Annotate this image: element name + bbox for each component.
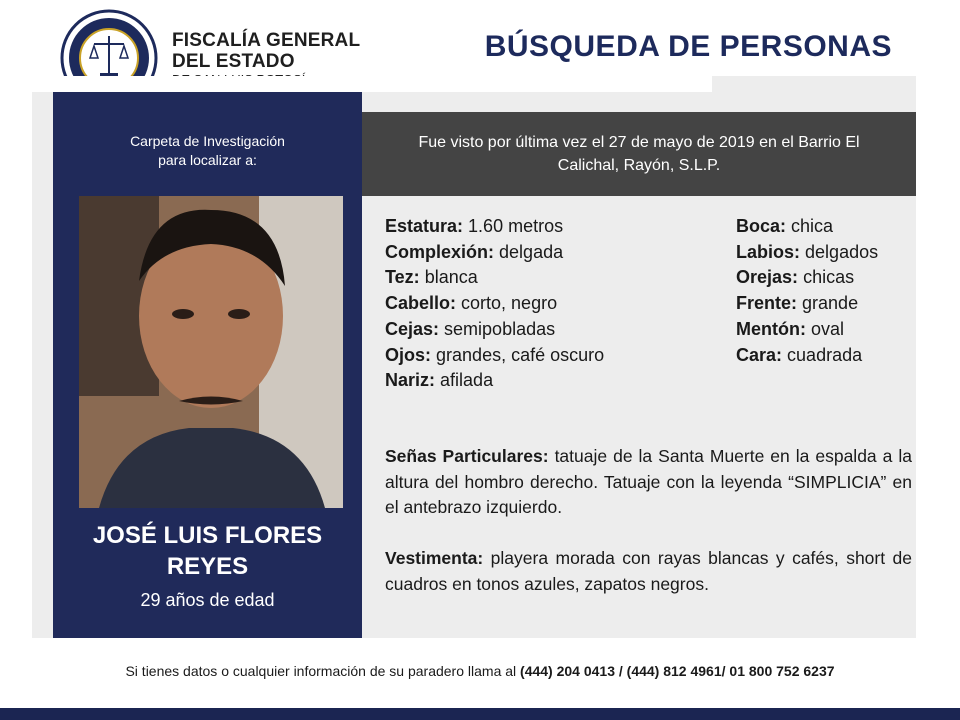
attribute-label: Labios: (736, 241, 801, 262)
attribute-row (385, 368, 604, 394)
person-name-line-1: JOSÉ LUIS FLORES (92, 522, 323, 549)
attribute-row (736, 265, 878, 291)
attribute-row (385, 214, 604, 240)
attribute-value: cuadrada (787, 344, 863, 365)
attribute-value: chicas (803, 267, 855, 288)
distinguishing-marks (385, 444, 912, 521)
attribute-label: Ojos: (385, 344, 432, 365)
attribute-row (736, 343, 878, 369)
attribute-value: delgados (805, 241, 879, 262)
attribute-label: Cejas: (385, 318, 440, 339)
distinguishing-marks-label: Señas Particulares: (385, 446, 549, 466)
attribute-label: Orejas: (736, 267, 799, 288)
attribute-row (736, 317, 878, 343)
clothing-text: playera morada con rayas blancas y cafés, short de cuadros en tonos azules, zapatos negros. (385, 548, 912, 594)
attribute-row (385, 265, 604, 291)
attribute-label: Mentón: (736, 318, 806, 339)
clothing-description (385, 546, 912, 597)
page-title: BÚSQUEDA DE PERSONAS (484, 30, 892, 63)
footer-phones: (444) 204 0413 / (444) 812 4961/ 01 800 752 6237 (520, 663, 835, 679)
attribute-label: Frente: (736, 293, 798, 314)
attribute-label: Cara: (736, 344, 783, 365)
attribute-value: grandes, café oscuro (436, 344, 605, 365)
org-line-2: DEL ESTADO (172, 51, 295, 72)
attribute-row (736, 214, 878, 240)
person-name-line-2: REYES (166, 553, 249, 580)
attribute-label: Boca: (736, 216, 787, 236)
investigation-caption (53, 132, 362, 170)
footer-text: Si tienes datos o cualquier información de su paradero llama al (125, 663, 517, 679)
attribute-value: delgada (499, 241, 564, 262)
attribute-row (385, 291, 604, 317)
last-seen-banner (362, 112, 916, 196)
attribute-row (385, 240, 604, 266)
carpeta-line-2: para localizar a: (158, 152, 257, 168)
attribute-row (385, 343, 604, 369)
person-name (53, 520, 362, 582)
attribute-row (736, 240, 878, 266)
attribute-label: Complexión: (385, 241, 495, 262)
distinguishing-marks-text: tatuaje de la Santa Muerte en la espalda a la altura del hombro derecho. Tatuaje con la leyenda “SIMPLICIA” en el antebrazo izquierdo. (385, 446, 912, 517)
attributes-right (736, 214, 878, 368)
org-line-1: FISCALÍA GENERAL (172, 30, 361, 51)
attribute-label: Tez: (385, 267, 420, 288)
attribute-value: oval (811, 318, 845, 339)
bottom-bar (0, 708, 960, 720)
person-age: 29 años de edad (140, 590, 275, 610)
attribute-value: semipobladas (444, 318, 556, 339)
attribute-value: afilada (440, 370, 494, 391)
attribute-value: grande (802, 293, 859, 314)
attribute-value: chica (791, 216, 834, 236)
attribute-row (736, 291, 878, 317)
contact-footer (0, 663, 960, 679)
panel-top-notch (32, 76, 712, 92)
clothing-label: Vestimenta: (385, 548, 484, 568)
attribute-value: corto, negro (461, 293, 558, 314)
attributes-left (385, 214, 604, 394)
attribute-row (385, 317, 604, 343)
carpeta-line-1: Carpeta de Investigación (130, 133, 285, 149)
attribute-value: 1.60 metros (468, 216, 564, 236)
attribute-value: blanca (424, 267, 478, 288)
attribute-label: Nariz: (385, 370, 436, 391)
attribute-label: Cabello: (385, 293, 457, 314)
person-photo (79, 196, 343, 508)
person-card (53, 92, 362, 638)
attribute-label: Estatura: (385, 216, 464, 236)
last-seen-text: Fue visto por última vez el 27 de mayo de 2019 en el Barrio El Calichal, Rayón, S.L.P. (418, 134, 860, 174)
